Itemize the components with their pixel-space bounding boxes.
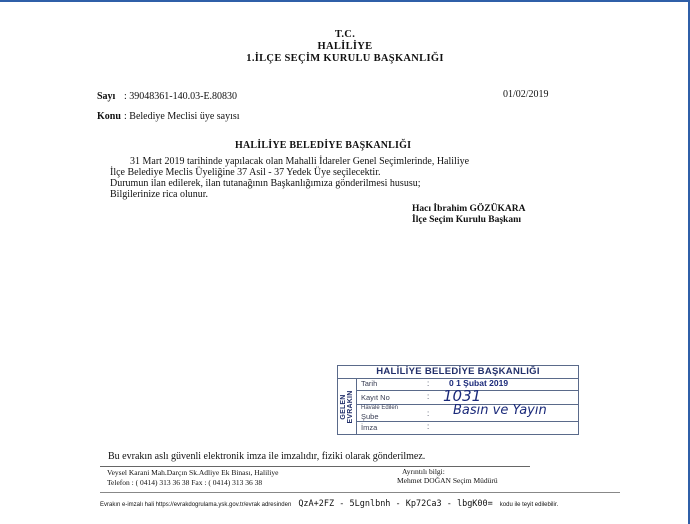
stamp-side-label: GELEN EVRAKIN (338, 378, 357, 434)
stamp-havale-label: Havale Edilen (361, 405, 399, 411)
stamp-imza-label: İmza (361, 423, 378, 432)
stamp-tarih-label: Tarih (361, 379, 378, 388)
header-haliliye: HALİLİYE (317, 41, 373, 52)
received-stamp (337, 365, 579, 435)
footer-address: Veysel Karani Mah.Darçın Sk.Adliye Ek Binası, Haliliye (107, 468, 279, 477)
footer-contact-label: Ayrıntılı bilgi: (402, 467, 445, 476)
stamp-title: HALİLİYE BELEDİYE BAŞKANLIĞI (338, 366, 578, 379)
stamp-tarih-value: 0 1 Şubat 2019 (449, 378, 509, 388)
document-date: 01/02/2019 (503, 89, 549, 100)
signatory-name: Hacı İbrahim GÖZÜKARA (412, 204, 526, 214)
verification-prefix: Evrakın e-imzalı hali https://evrakdogrulama.ysk.gov.tr/evrak adresinden (100, 502, 292, 508)
body-line-3: Durumun ilan edilerek, ilan tutanağının Başkanlığımıza gönderilmesi hususu; (110, 178, 421, 189)
stamp-kayit-value: 1031 (443, 387, 482, 405)
sayi-label: Sayı (97, 91, 116, 102)
signatory-title: İlçe Seçim Kurulu Başkanı (412, 215, 521, 225)
body-line-4: Bilgilerinize rica olunur. (110, 189, 209, 200)
stamp-row-tarih: Tarih : 0 1 Şubat 2019 (357, 378, 578, 391)
scan-edge-top (0, 0, 690, 2)
header-institution: 1.İLÇE SEÇİM KURULU BAŞKANLIĞI (246, 53, 444, 64)
verification-suffix: kodu ile teyit edilebilir. (499, 502, 559, 508)
footer-phone: Telefon : ( 0414) 313 36 38 Fax : ( 0414) 313 36 38 (107, 478, 263, 487)
footer-divider (100, 466, 530, 467)
stamp-row-sube: Havale Edilen Şube : Basın ve Yayın (357, 405, 578, 422)
recipient: HALİLİYE BELEDİYE BAŞKANLIĞI (235, 140, 412, 151)
body-line-2: İlçe Belediye Meclis Üyeliğine 37 Asil - 37 Yedek Üye seçilecektir. (110, 167, 381, 178)
footer-contact-person: Mehmet DOĞAN Seçim Müdürü (397, 476, 498, 485)
stamp-sube-label: Şube (361, 412, 379, 421)
header-tc: T.C. (334, 29, 356, 40)
konu-value: : Belediye Meclisi üye sayısı (124, 111, 240, 122)
body-line-1: 31 Mart 2019 tarihinde yapılacak olan Mahalli İdareler Genel Seçimlerinde, Haliliye (130, 156, 470, 167)
stamp-row-imza: İmza : (361, 422, 430, 432)
stamp-row-kayit: Kayıt No : 1031 (357, 391, 578, 405)
esignature-notice: Bu evrakın aslı güvenli elektronik imza ile imzalıdır, fiziki olarak gönderilmez. (108, 451, 426, 462)
verification-code: QzA+2FZ - 5Lgnlbnh - Kp72Ca3 - lbgK00= (298, 499, 493, 509)
konu-label: Konu (97, 111, 121, 122)
stamp-sube-value: Basın ve Yayın (453, 403, 547, 418)
stamp-kayit-label: Kayıt No (361, 393, 390, 402)
verification-line (100, 493, 558, 511)
sayi-value: : 39048361-140.03-E.80830 (124, 91, 238, 102)
